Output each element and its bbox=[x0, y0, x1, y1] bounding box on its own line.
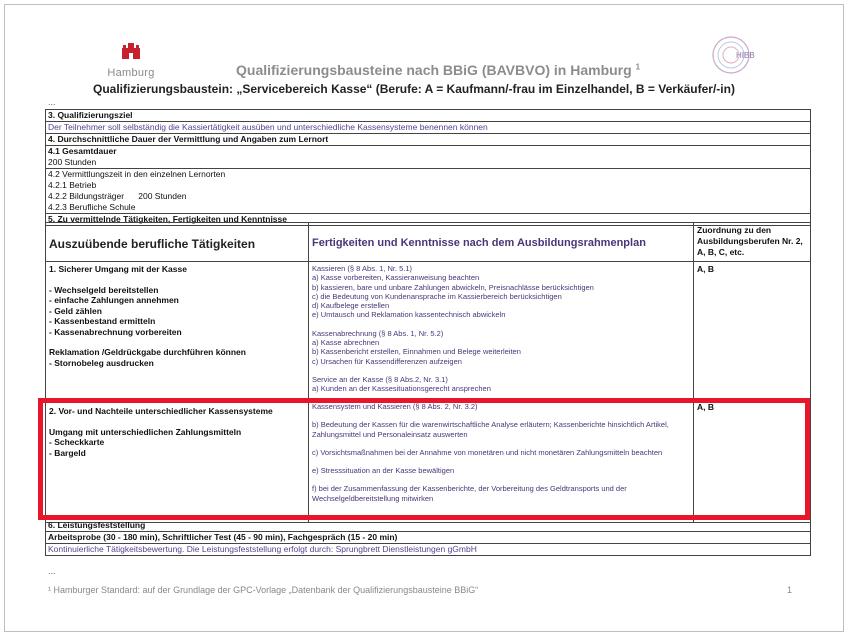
table-row bbox=[46, 262, 810, 400]
activities-cell-2: 2. Vor- und Nachteile unterschiedlicher Kassensysteme Umgang mit unterschiedlichen Zahlungsmitteln - Scheckkarte - Bargeld bbox=[46, 400, 309, 522]
knowledge-cell-1: Kassieren (§ 8 Abs. 1, Nr. 5.1) a) Kasse vorbereiten, Kassieranweisung beachten b) kassieren, bare und unbare Zahlungen abwickeln, Preisnachlässe berücksichtigen c) die Bedeutung von Kundenansprache im Kassierbereich berücksichtigen d) Kaufbelege erstellen e) Umtausch und Reklamation kassentechnisch abwickeln Kassenabrechnung (§ 8 Abs. 1, Nr. 5.2) a) Kasse abrechnen b) Kassenbericht erstellen, Einnahmen und Belege weiterleiten c) Ursachen für Kassendifferenzen aufzeigen Service an der Kasse (§ 8 Abs.2, Nr. 3.1) a) Kunden an der Kassesituationsgerecht ansprechen bbox=[309, 262, 694, 399]
assessment-section bbox=[45, 520, 811, 556]
section-6-head: 6. Leistungsfeststellung bbox=[45, 520, 811, 532]
document-title: Qualifizierungsbausteine nach BBiG (BAVBVO) in Hamburg $^1$ bbox=[236, 62, 641, 78]
assessment-provider: Kontinuierliche Tätigkeitsbewertung. Die Leistungsfeststellung erfolgt durch: Sprungbrett Dienstleistungen gGmbH bbox=[45, 544, 811, 556]
qualification-sheet bbox=[45, 109, 811, 226]
document-subtitle: Qualifizierungsbaustein: „Servicebereich Kasse“ (Berufe: A = Kaufmann/-frau im Einzelhandel, B = Verkäufer/-in) bbox=[93, 82, 735, 96]
section-4-head: 4. Durchschnittliche Dauer der Vermittlung und Angaben zum Lernort bbox=[45, 134, 811, 146]
hibb-logo bbox=[706, 30, 776, 80]
page-number: 1 bbox=[787, 585, 793, 595]
section-4-2: 4.2 Vermittlungszeit in den einzelnen Lernorten 4.2.1 Betrieb 4.2.2 Bildungsträger 200 Stunden 4.2.3 Berufliche Schule bbox=[45, 169, 811, 214]
col-header-knowledge: Fertigkeiten und Kenntnisse nach dem Ausbildungsrahmenplan bbox=[309, 223, 694, 261]
hamburg-logo-text: Hamburg bbox=[107, 67, 155, 79]
assessment-methods: Arbeitsprobe (30 - 180 min), Schriftlicher Test (45 - 90 min), Fachgespräch (15 - 20 min) bbox=[45, 532, 811, 544]
assignment-cell-1: A, B bbox=[697, 264, 714, 274]
section-3-text: Der Teilnehmer soll selbständig die Kassiertätigkeit ausüben und unterschiedliche Kassensysteme benennen können bbox=[45, 122, 811, 134]
section-4-1: 4.1 Gesamtdauer 200 Stunden bbox=[45, 146, 811, 169]
col-header-activities: Auszuübende berufliche Tätigkeiten bbox=[46, 223, 309, 261]
knowledge-cell-2: Kassensystem und Kassieren (§ 8 Abs. 2, Nr. 3.2) b) Bedeutung der Kassen für die warenwirtschaftliche Analyse erläutern; Kassenberichte hinsichtlich Artikel, Zahlungsmittel und Personaleinsatz auswerten c) Vorsichtsmaßnahmen bei der Annahme von monetären und nicht monetären Zahlungsmitteln beachten e) Stresssituation an der Kasse bewältigen f) bei der Zusammenfassung der Kassenberichte, der Vorbereitung des Geldtransports und der Wechselgeldbereitstellung mitwirken bbox=[309, 400, 694, 522]
footnote: ¹ Hamburger Standard: auf der Grundlage der GPC-Vorlage „Datenbank der Qualifizierungsbausteine BBiG“ bbox=[48, 585, 479, 595]
section-5-head: 5. Zu vermittelnde Tätigkeiten, Fertigkeiten und Kenntnisse bbox=[45, 214, 811, 226]
hamburg-castle-icon bbox=[120, 40, 142, 60]
table-header-row bbox=[46, 223, 810, 262]
hibb-logo-text: HIBB bbox=[736, 51, 755, 60]
assignment-cell-2: A, B bbox=[697, 402, 714, 412]
hamburg-logo bbox=[96, 40, 166, 79]
activities-cell-1: 1. Sicherer Umgang mit der Kasse - Wechselgeld bereitstellen - einfache Zahlungen annehmen - Geld zählen - Kassenbestand ermitteln - Kassenabrechnung vorbereiten Reklamation /Geldrückgabe durchführen können - Stornobeleg ausdrucken bbox=[46, 262, 309, 399]
section-3-head: 3. Qualifizierungsziel bbox=[45, 109, 811, 122]
ellipsis-bottom: ... bbox=[48, 566, 56, 576]
ellipsis-top: ... bbox=[48, 97, 56, 107]
col-header-assignment: Zuordnung zu den Ausbildungsberufen Nr. 2, A, B, C, etc. bbox=[697, 225, 803, 257]
highlight-frame bbox=[38, 398, 810, 520]
